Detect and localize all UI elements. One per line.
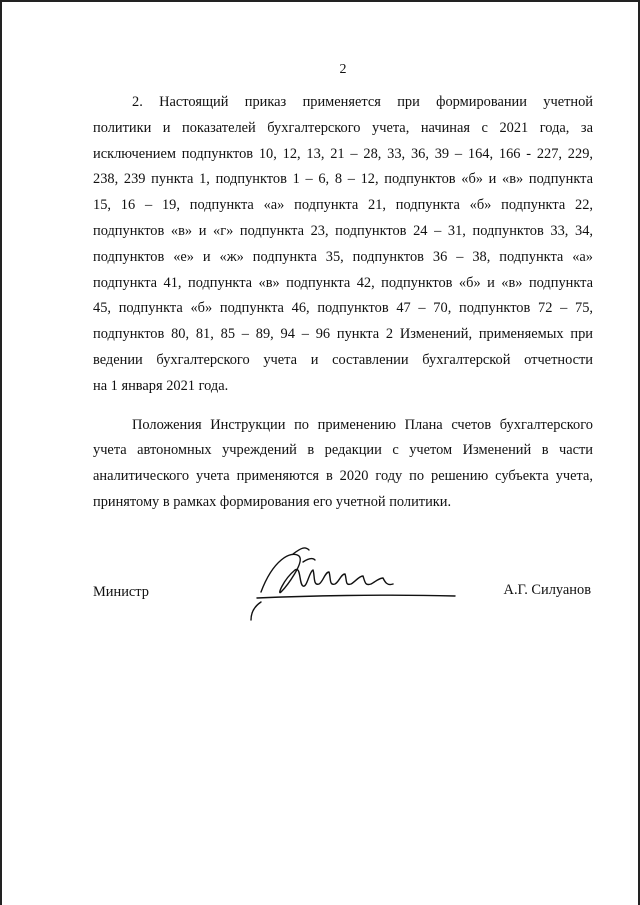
text-line: подпунктов «е» и «ж» подпункта 35, подпунктов 36 – 38, подпункта «а» — [93, 248, 593, 265]
paragraph-2-applicability — [93, 90, 593, 400]
signature-block — [93, 540, 593, 630]
text-line: на 1 января 2021 года. — [93, 377, 229, 394]
signatory-name: А.Г. Силуанов — [503, 582, 591, 598]
text-line: учета автономных учреждений в редакции с учетом Изменений в части — [93, 442, 593, 459]
text-line: принятому в рамках формирования его учетной политики. — [93, 493, 452, 510]
page-number: 2 — [339, 62, 347, 77]
text-line: политики и показателей бухгалтерского учета, начиная с 2021 года, за — [93, 119, 593, 136]
text-line: аналитического учета применяются в 2020 году по решению субъекта учета, — [93, 468, 593, 485]
text-line: 45, подпункта «б» подпункта 46, подпунктов 47 – 70, подпунктов 72 – 75, — [93, 300, 593, 317]
text-line: подпунктов 80, 81, 85 – 89, 94 – 96 пункта 2 Изменений, применяемых при — [93, 326, 593, 343]
text-line: исключением подпунктов 10, 12, 13, 21 – 28, 33, 36, 39 – 164, 166 - 227, 229, — [93, 145, 593, 162]
text-line: 238, 239 пункта 1, подпунктов 1 – 6, 8 – 12, подпунктов «б» и «в» подпункта — [93, 171, 593, 188]
text-line: подпунктов «в» и «г» подпункта 23, подпунктов 24 – 31, подпунктов 33, 34, — [93, 222, 593, 239]
handwritten-signature — [243, 540, 463, 630]
page-border-top — [0, 0, 640, 2]
document-body — [93, 90, 593, 516]
text-line: ведении бухгалтерского учета и составлении бухгалтерской отчетности — [93, 351, 593, 368]
text-line: Положения Инструкции по применению Плана счетов бухгалтерского — [132, 416, 593, 433]
text-line: 2. Настоящий приказ применяется при формировании учетной — [132, 94, 593, 110]
page-border-left — [0, 0, 2, 905]
text-line: подпункта 41, подпункта «в» подпункта 42, подпунктов «б» и «в» подпункта — [93, 274, 593, 291]
paragraph-instruction-provisions — [93, 413, 593, 516]
signatory-title: Министр — [93, 584, 149, 600]
text-line: 15, 16 – 19, подпункта «а» подпункта 21, подпункта «б» подпункта 22, — [93, 197, 593, 214]
